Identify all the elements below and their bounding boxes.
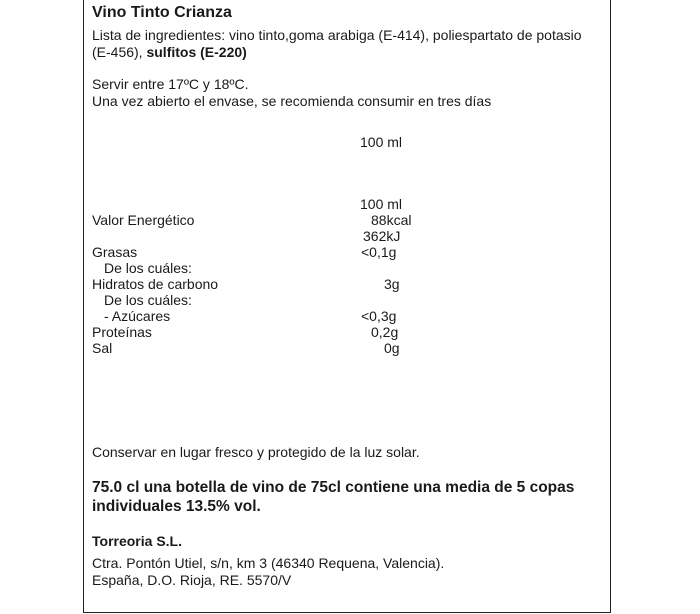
company-origin: España, D.O. Rioja, RE. 5570/V <box>92 572 292 588</box>
company-name: Torreoria S.L. <box>92 533 182 549</box>
ingredients-line-1: Lista de ingredientes: vino tinto,goma arabiga (E-414), poliespartato de potasio <box>92 27 582 43</box>
ingredients-prefix: (E-456), <box>92 44 147 60</box>
nutrition-value-salt: 0g <box>384 340 400 356</box>
nutrition-value-carbs: 3g <box>384 276 400 292</box>
nutrition-label-energy: Valor Energético <box>92 212 195 228</box>
allergen-sulfitos: sulfitos (E-220) <box>146 44 247 60</box>
nutrition-header-top: 100 ml <box>360 134 403 150</box>
nutrition-value-sugars: <0,3g <box>361 308 397 324</box>
nutrition-label-salt: Sal <box>92 340 113 356</box>
nutrition-value-energy-kj: 362kJ <box>363 228 401 244</box>
nutrition-value-protein: 0,2g <box>371 324 399 340</box>
nutrition-value-fat: <0,1g <box>361 244 397 260</box>
storage-instructions: Conservar en lugar fresco y protegido de la luz solar. <box>92 444 420 460</box>
nutrition-label-of-which-2: De los cuáles: <box>104 292 192 308</box>
nutrition-label-of-which-1: De los cuáles: <box>104 260 192 276</box>
nutrition-label-sugars: - Azúcares <box>104 308 171 324</box>
nutrition-value-energy-kcal: 88kcal <box>371 212 412 228</box>
nutrition-label-fat: Grasas <box>92 244 138 260</box>
volume-line-1: 75.0 cl una botella de vino de 75cl contiene una media de 5 copas <box>92 479 575 496</box>
company-address: Ctra. Pontón Utiel, s/n, km 3 (46340 Requena, Valencia). <box>92 555 445 571</box>
product-title: Vino Tinto Crianza <box>92 4 232 21</box>
ingredients-line-2 <box>92 44 247 61</box>
volume-line-2: individuales 13.5% vol. <box>92 498 261 515</box>
nutrition-label-protein: Proteínas <box>92 324 152 340</box>
serving-temperature: Servir entre 17ºC y 18ºC. <box>92 76 249 92</box>
opened-advice: Una vez abierto el envase, se recomienda consumir en tres días <box>92 93 492 109</box>
nutrition-header: 100 ml <box>360 196 403 212</box>
nutrition-label-carbs: Hidratos de carbono <box>92 276 219 292</box>
